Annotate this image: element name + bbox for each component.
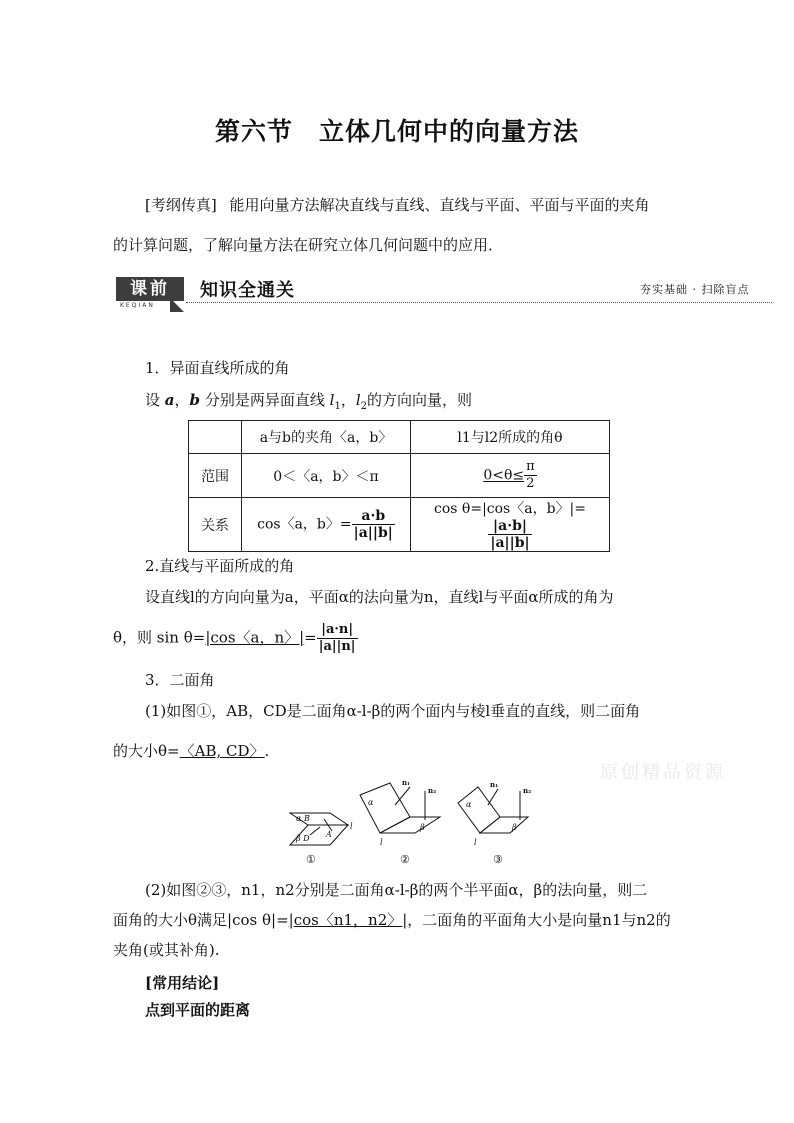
sec3-p2-line1: (2)如图②③，n1，n2分别是二面角α-l-β的两个半平面α，β的法向量，则二 xyxy=(145,881,648,899)
banner-tag: 课前 xyxy=(116,277,184,301)
row1-c2-num: π xyxy=(526,459,535,474)
sec1-line-prefix: 设 xyxy=(145,391,161,409)
sec2-frac xyxy=(317,622,358,655)
row2-c1-den: |a||b| xyxy=(353,525,393,541)
sec2-line2-eq: = xyxy=(304,628,317,647)
sec3-p2-line2 xyxy=(113,910,671,930)
row2-c2-frac xyxy=(488,518,531,551)
banner-sub: KEQIAN xyxy=(120,302,155,309)
banner-divider xyxy=(186,302,772,303)
sec2-heading: 2.直线与平面所成的角 xyxy=(145,557,295,575)
table-row2-c2 xyxy=(411,498,610,552)
intro-line-2: 的计算问题，了解向量方法在研究立体几何问题中的应用． xyxy=(113,236,504,254)
svg-text:n₂: n₂ xyxy=(523,786,532,795)
row1-c2-frac xyxy=(524,459,537,492)
svg-text:β: β xyxy=(420,823,425,832)
sec1-line: 设 a，b 分别是两异面直线 $l_1$，$l_2$的方向向量，则 xyxy=(145,391,473,412)
sec3-p1-line1: (1)如图①，AB，CD是二面角α-l-β的两个面内与棱l垂直的直线，则二面角 xyxy=(145,702,641,720)
table-header-2: l1与l2所成的角θ xyxy=(411,421,610,454)
intro-line-1 xyxy=(145,195,650,215)
svg-text:l: l xyxy=(474,838,477,847)
banner-right: 夯实基础 · 扫除盲点 xyxy=(640,283,750,296)
sec3-heading: 3．二面角 xyxy=(145,671,215,689)
svg-text:n₁: n₁ xyxy=(402,778,411,787)
svg-text:n₂: n₂ xyxy=(428,786,437,795)
intro-text-1: 能用向量方法解决直线与直线、直线与平面、平面与平面的夹角 xyxy=(229,196,650,214)
row1-c2-text: 0<θ≤ xyxy=(483,467,525,484)
svg-text:α B: α B xyxy=(296,814,310,823)
svg-text:α: α xyxy=(368,798,374,807)
figure-label-3: ③ xyxy=(493,853,503,866)
sec3-p1-prefix: 的大小θ= xyxy=(113,742,180,760)
sec2-line2 xyxy=(113,622,358,655)
sec1-line-suffix: 分别是两异面直线 xyxy=(204,391,325,409)
svg-text:l: l xyxy=(350,822,353,831)
row2-c2-den: |a||b| xyxy=(490,535,530,551)
figure-label-1: ① xyxy=(306,853,316,866)
sec2-line1: 设直线l的方向向量为a，平面α的法向量为n，直线l与平面α所成的角为 xyxy=(145,588,614,606)
sec3-p2-prefix: 面角的大小θ满足|cos θ|= xyxy=(113,911,289,929)
table-header-1: a与b的夹角〈a，b〉 xyxy=(242,421,411,454)
table-row1-c1: 0＜〈a，b〉＜π xyxy=(242,454,411,498)
banner-title: 知识全通关 xyxy=(200,280,295,301)
sec3-p1-line2 xyxy=(113,741,269,761)
svg-text:n₁: n₁ xyxy=(490,780,499,789)
table-row2-label: 关系 xyxy=(189,498,242,552)
table-corner xyxy=(189,421,242,454)
conclusion-sub: 点到平面的距离 xyxy=(145,1001,251,1019)
sec3-p2-end: ，二面角的平面角大小是向量n1与n2的 xyxy=(407,911,671,929)
row2-c1-text: cos〈a，b〉= xyxy=(257,516,352,533)
row2-c1-num: a·b xyxy=(352,508,395,525)
banner-triangle xyxy=(170,298,184,312)
sec2-den: |a||n| xyxy=(318,639,356,654)
sec2-line2-mid: |cos〈a，n〉| xyxy=(205,628,305,647)
svg-text:α: α xyxy=(466,800,472,809)
table-row2-c1 xyxy=(242,498,411,552)
row1-c2-den: 2 xyxy=(526,476,535,491)
table-row1-label: 范围 xyxy=(189,454,242,498)
figure-1 xyxy=(290,813,353,845)
watermark: 原创精品资源 xyxy=(600,762,726,783)
svg-text:A: A xyxy=(326,830,332,839)
row2-c2-text: cos θ=|cos〈a，b〉|= xyxy=(434,501,586,517)
sec3-p1-val: 〈AB, CD〉 xyxy=(179,742,265,760)
table-row1-c2 xyxy=(411,454,610,498)
row2-c2-num: |a·b| xyxy=(488,518,531,535)
figure-3 xyxy=(458,780,531,847)
svg-text:β D: β D xyxy=(296,834,310,843)
page-title: 第六节 立体几何中的向量方法 xyxy=(214,117,579,146)
figure-label-2: ② xyxy=(400,853,410,866)
svg-text:l: l xyxy=(380,838,383,847)
sec3-p2-val: |cos〈n1，n2〉| xyxy=(288,911,408,929)
intro-tag: [考纲传真] xyxy=(145,196,217,214)
sec3-p1-end: . xyxy=(264,742,270,760)
angle-table xyxy=(188,420,610,552)
sec3-p2-line3: 夹角(或其补角). xyxy=(113,941,220,959)
sec1-line-end: 的方向向量，则 xyxy=(367,391,473,409)
svg-text:β: β xyxy=(512,823,517,832)
dihedral-figures xyxy=(280,775,550,870)
conclusion-tag: [常用结论] xyxy=(145,974,220,992)
sec2-line2-prefix: θ，则 sin θ= xyxy=(113,628,206,647)
figure-2 xyxy=(360,778,440,847)
row2-c1-frac xyxy=(352,508,395,541)
sec2-num: |a·n| xyxy=(317,622,358,639)
sec1-heading: 1．异面直线所成的角 xyxy=(145,359,290,377)
